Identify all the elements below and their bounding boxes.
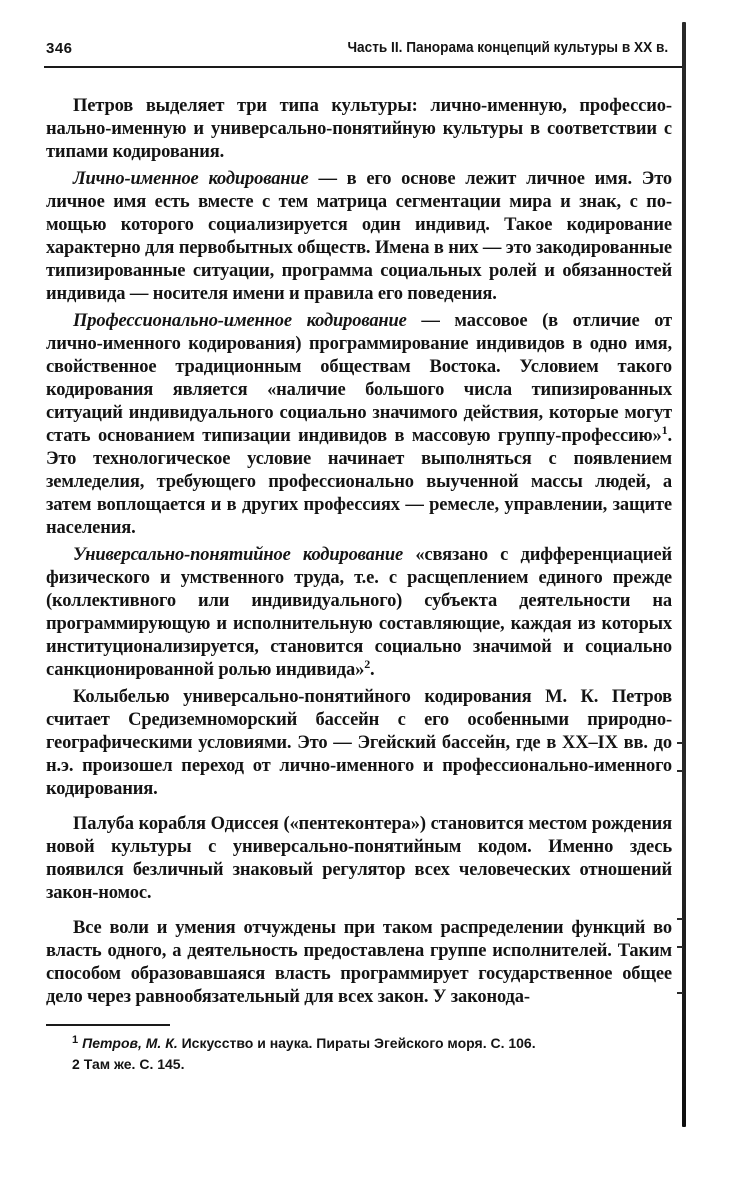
- footnote-mark: 1: [72, 1034, 79, 1046]
- page-edge-shadow: [682, 22, 686, 1127]
- footnote-text: Искусство и наука. Пираты Эгейского моря. С. 106.: [177, 1035, 536, 1051]
- footnote-ref[interactable]: 2: [364, 657, 371, 671]
- main-text: [46, 95, 672, 1013]
- term-professionalno-imennoe: Профессионально-именное кодирование: [73, 311, 407, 331]
- header-rule: [44, 66, 684, 68]
- paragraph: [46, 95, 672, 164]
- footnote: [72, 1030, 672, 1054]
- paragraph-text: Палуба корабля Одиссея («пентеконтера») становится местом рождения новой культуры с универсально-понятийным кодом. Именно здесь появился безличный знаковый регулятор всех человеческих отношений закон-номос.: [46, 814, 672, 903]
- paragraph: [46, 686, 672, 801]
- footnote-author: Петров, М. К.: [82, 1035, 178, 1051]
- footnotes: [72, 1030, 672, 1075]
- paragraph-text: Колыбелью универсально-понятийного кодирования М. К. Петров считает Средиземноморский бассейн с его особенными природно-географическими условиями. Это — Эгейский бассейн, где в XX–IX вв. до н.э. произошел переход от лично-именного и профессионально-именного кодирования.: [46, 687, 672, 799]
- page-number: 346: [46, 40, 73, 57]
- paragraph: [46, 544, 672, 682]
- page-edge-mark: [677, 742, 683, 744]
- paragraph: [46, 813, 672, 905]
- page-header: [46, 40, 682, 62]
- page-edge-mark: [677, 992, 683, 994]
- page-edge-mark: [677, 946, 683, 948]
- footnote-ref[interactable]: 1: [661, 423, 668, 437]
- paragraph-text-after: .: [370, 660, 375, 680]
- paragraph-text: «связано с дифференциацией физического и умственного труда, т.е. с расщеплением единого прежде (коллективного или индивидуального) субъекта деятельности на программирующую и исполнительную составляющие, каждая из которых институционализируется, становится социально значимой и социально санкционированной ролью индивида»: [46, 545, 672, 680]
- paragraph-text: Петров выделяет три типа культуры: лично-именную, профессионально-именную и универсально-понятийную культуры в соответствии с типами кодирования.: [46, 96, 672, 162]
- footnote-rule: [46, 1024, 170, 1026]
- paragraph-text: — массовое (в отличие от лично-именного кодирования) программирование индивидов в одно имя, свойственное традиционным обществам Востока. Условием такого кодирования является «наличие большого числа типизированных ситуаций индивидуального социально значимого действия, которые могут стать основанием типизации индивидов в массовую группу-профессию»: [46, 311, 672, 446]
- paragraph: [46, 310, 672, 540]
- paragraph-text-after: . Это технологическое условие начинает выполняться с появлением земледелия, требующего профессионально выученной массы людей, а затем воплощается и в других профессиях — ремесле, управлении, защите населения.: [46, 426, 672, 538]
- running-title: Часть II. Панорама концепций культуры в XX в.: [347, 40, 668, 56]
- page-edge-mark: [677, 918, 683, 920]
- term-lichno-imennoe: Лично-именное кодирование: [73, 169, 309, 189]
- footnote-mark: 2: [72, 1056, 80, 1072]
- paragraph: [46, 168, 672, 306]
- footnote-text: Там же. С. 145.: [83, 1056, 185, 1072]
- paragraph-text: Все воли и умения отчуждены при таком распределении функций во власть одного, а деятельность предоставлена группе исполнителей. Таким способом образовавшаяся власть программирует государственное общее дело через равнообязательный для всех закон. У законода-: [46, 918, 672, 1007]
- paragraph-text: — в его основе лежит личное имя. Это личное имя есть вместе с тем матрица сегментации мира и знак, с помощью которого социализируется один индивид. Такое кодирование характерно для первобытных обществ. Имена в них — это закодированные типизированные ситуации, программа социальных ролей и обязанностей индивида — носителя имени и правила его поведения.: [46, 169, 672, 304]
- paragraph: [46, 917, 672, 1009]
- footnote: [72, 1054, 672, 1075]
- term-universalno-ponyatiynoe: Универсально-понятийное кодирование: [73, 545, 404, 565]
- page-edge-mark: [677, 770, 683, 772]
